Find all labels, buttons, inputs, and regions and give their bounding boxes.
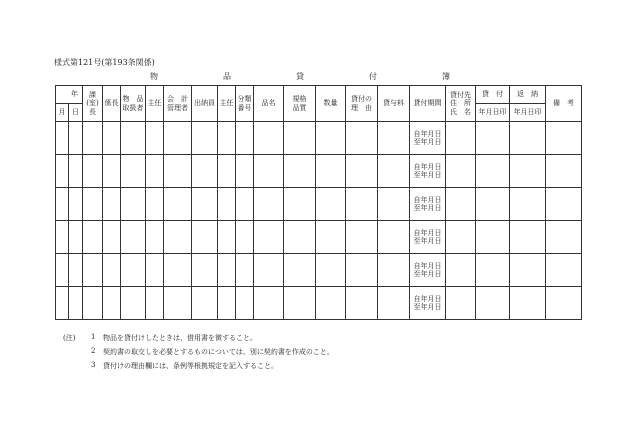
ledger-cell [316,287,346,320]
ledger-cell [546,188,582,221]
ledger-cell [284,155,316,188]
ledger-cell [236,155,254,188]
ledger-cell [510,221,546,254]
lending-period-cell [410,155,446,188]
note-item [63,347,334,356]
ledger-cell [316,221,346,254]
ledger-cell [446,254,476,287]
ledger-cell [218,254,236,287]
form-number-label: 様式第121号(第193条関係) [54,58,155,67]
ledger-cell [254,122,284,155]
note-text: 貸付けの理由欄には、条例等根拠規定を記入すること。 [103,362,278,370]
ledger-cell [103,221,121,254]
ledger-cell [56,155,69,188]
ledger-cell [378,287,410,320]
period-from: 自年月日 [413,195,442,204]
period-from: 自年月日 [413,228,442,237]
ledger-row [56,221,582,254]
ledger-cell [192,221,218,254]
header-specification: 規格 品質 [284,86,316,122]
ledger-cell [546,122,582,155]
title-char: 品 [223,72,231,81]
ledger-cell [236,188,254,221]
header-lending-reason: 貸付の 理 由 [346,86,378,122]
note-item [63,333,334,342]
ledger-cell [83,221,103,254]
ledger-cell [510,122,546,155]
ledger-cell [236,122,254,155]
header-borrower-name: 氏 名 [450,107,471,116]
header-officer: 主任 [146,86,164,122]
ledger-cell [56,287,69,320]
ledger-cell [56,221,69,254]
ledger-cell [446,287,476,320]
header-return: 返 納 [510,86,546,104]
title-char: 付 [369,72,377,81]
ledger-cell [69,254,83,287]
header-year: 年 [56,86,83,104]
ledger-cell [546,155,582,188]
ledger-cell [192,155,218,188]
header-remarks: 備 考 [546,86,582,122]
title-char: 簿 [442,72,450,81]
ledger-cell [146,155,164,188]
ledger-cell [378,221,410,254]
note-number: 3 [91,361,96,369]
ledger-cell [103,188,121,221]
ledger-cell [218,221,236,254]
ledger-cell [164,221,192,254]
ledger-cell [146,221,164,254]
note-number: 2 [91,347,96,355]
header-lend-date-seal: 年月日印 [476,104,510,122]
period-from: 自年月日 [413,162,442,171]
period-to: 至年月日 [413,171,442,179]
ledger-cell [103,254,121,287]
header-class-number: 分類 番号 [236,86,254,122]
period-from: 自年月日 [413,294,442,303]
header-borrower [446,86,476,122]
ledger-cell [69,221,83,254]
header-quantity: 数量 [316,86,346,122]
ledger-row [56,122,582,155]
ledger-cell [69,155,83,188]
note-text: 契約書の取交しを必要とするものについては、別に契約書を作成のこと。 [103,348,334,356]
ledger-cell [316,155,346,188]
period-from: 自年月日 [413,261,442,270]
ledger-cell [284,287,316,320]
header-borrower-label: 貸付先 [450,90,471,99]
ledger-cell [103,155,121,188]
period-from: 自年月日 [413,129,442,138]
ledger-cell [164,254,192,287]
ledger-cell [121,122,146,155]
header-lend: 貸 付 [476,86,510,104]
ledger-cell [510,287,546,320]
ledger-cell [164,122,192,155]
ledger-cell [121,188,146,221]
ledger-cell [284,122,316,155]
ledger-cell [476,287,510,320]
ledger-cell [83,287,103,320]
ledger-cell [103,122,121,155]
ledger-cell [476,122,510,155]
ledger-cell [83,188,103,221]
ledger-cell [218,155,236,188]
header-borrower-address: 住 所 [450,99,471,108]
ledger-cell [103,287,121,320]
ledger-cell [83,254,103,287]
ledger-cell [236,254,254,287]
ledger-cell [546,221,582,254]
ledger-cell [192,287,218,320]
ledger-cell [284,254,316,287]
period-to: 至年月日 [413,204,442,212]
ledger-cell [146,188,164,221]
ledger-cell [146,254,164,287]
ledger-title [150,71,450,82]
ledger-cell [56,254,69,287]
ledger-row [56,155,582,188]
ledger-cell [346,287,378,320]
ledger-cell [510,188,546,221]
ledger-cell [121,155,146,188]
ledger-cell [546,254,582,287]
ledger-cell [446,221,476,254]
lending-period-cell [410,188,446,221]
ledger-cell [346,188,378,221]
header-day: 日 [69,104,83,122]
lending-period-cell [410,122,446,155]
ledger-cell [378,188,410,221]
ledger-cell [83,155,103,188]
ledger-cell [378,122,410,155]
lending-period-cell [410,221,446,254]
ledger-cell [254,221,284,254]
ledger-cell [476,155,510,188]
ledger-cell [192,122,218,155]
ledger-cell [121,221,146,254]
ledger-cell [254,155,284,188]
header-section-chief: 課 (室) 長 [83,86,103,122]
title-char: 物 [150,72,158,81]
ledger-cell [476,221,510,254]
ledger-cell [56,188,69,221]
ledger-cell [218,287,236,320]
ledger-cell [236,287,254,320]
ledger-cell [510,155,546,188]
note-item [63,361,334,370]
ledger-row [56,287,582,320]
ledger-row [56,188,582,221]
header-month: 月 [56,104,69,122]
ledger-cell [254,287,284,320]
ledger-cell [192,254,218,287]
ledger-cell [146,122,164,155]
ledger-cell [346,221,378,254]
ledger-cell [83,122,103,155]
ledger-cell [192,188,218,221]
header-goods-handler: 物 品 取扱者 [121,86,146,122]
ledger-cell [378,155,410,188]
ledger-cell [254,188,284,221]
ledger-cell [69,188,83,221]
ledger-cell [546,287,582,320]
ledger-cell [446,188,476,221]
ledger-cell [218,122,236,155]
header-item-name: 品名 [254,86,284,122]
ledger-cell [378,254,410,287]
ledger-cell [346,122,378,155]
ledger-cell [56,122,69,155]
period-to: 至年月日 [413,237,442,245]
note-text: 物品を貸付けしたときは、借用書を徴すること。 [103,334,257,342]
header-subsection-chief: 係長 [103,86,121,122]
goods-lending-ledger-table [55,85,582,320]
header-return-date-seal: 年月日印 [510,104,546,122]
ledger-cell [121,254,146,287]
ledger-cell [446,122,476,155]
ledger-cell [164,287,192,320]
header-officer: 主任 [218,86,236,122]
ledger-cell [476,188,510,221]
ledger-cell [316,188,346,221]
ledger-cell [121,287,146,320]
notes-label: (注) [63,334,76,342]
ledger-cell [316,254,346,287]
ledger-cell [69,122,83,155]
title-char: 貸 [296,72,304,81]
ledger-cell [316,122,346,155]
ledger-cell [218,188,236,221]
ledger-cell [284,221,316,254]
ledger-cell [164,188,192,221]
ledger-cell [146,287,164,320]
lending-period-cell [410,254,446,287]
ledger-cell [164,155,192,188]
header-accountant: 会 計 管理者 [164,86,192,122]
header-lending-fee: 貸与料 [378,86,410,122]
ledger-cell [510,254,546,287]
ledger-cell [446,155,476,188]
ledger-body [56,122,582,320]
note-number: 1 [91,333,96,341]
period-to: 至年月日 [413,303,442,311]
header-cashier: 出納員 [192,86,218,122]
notes-section [63,333,334,375]
ledger-cell [254,254,284,287]
ledger-cell [476,254,510,287]
period-to: 至年月日 [413,138,442,146]
ledger-cell [236,221,254,254]
ledger-cell [284,188,316,221]
period-to: 至年月日 [413,270,442,278]
ledger-row [56,254,582,287]
lending-period-cell [410,287,446,320]
ledger-cell [69,287,83,320]
header-lending-period: 貸付期間 [410,86,446,122]
ledger-cell [346,155,378,188]
ledger-cell [346,254,378,287]
